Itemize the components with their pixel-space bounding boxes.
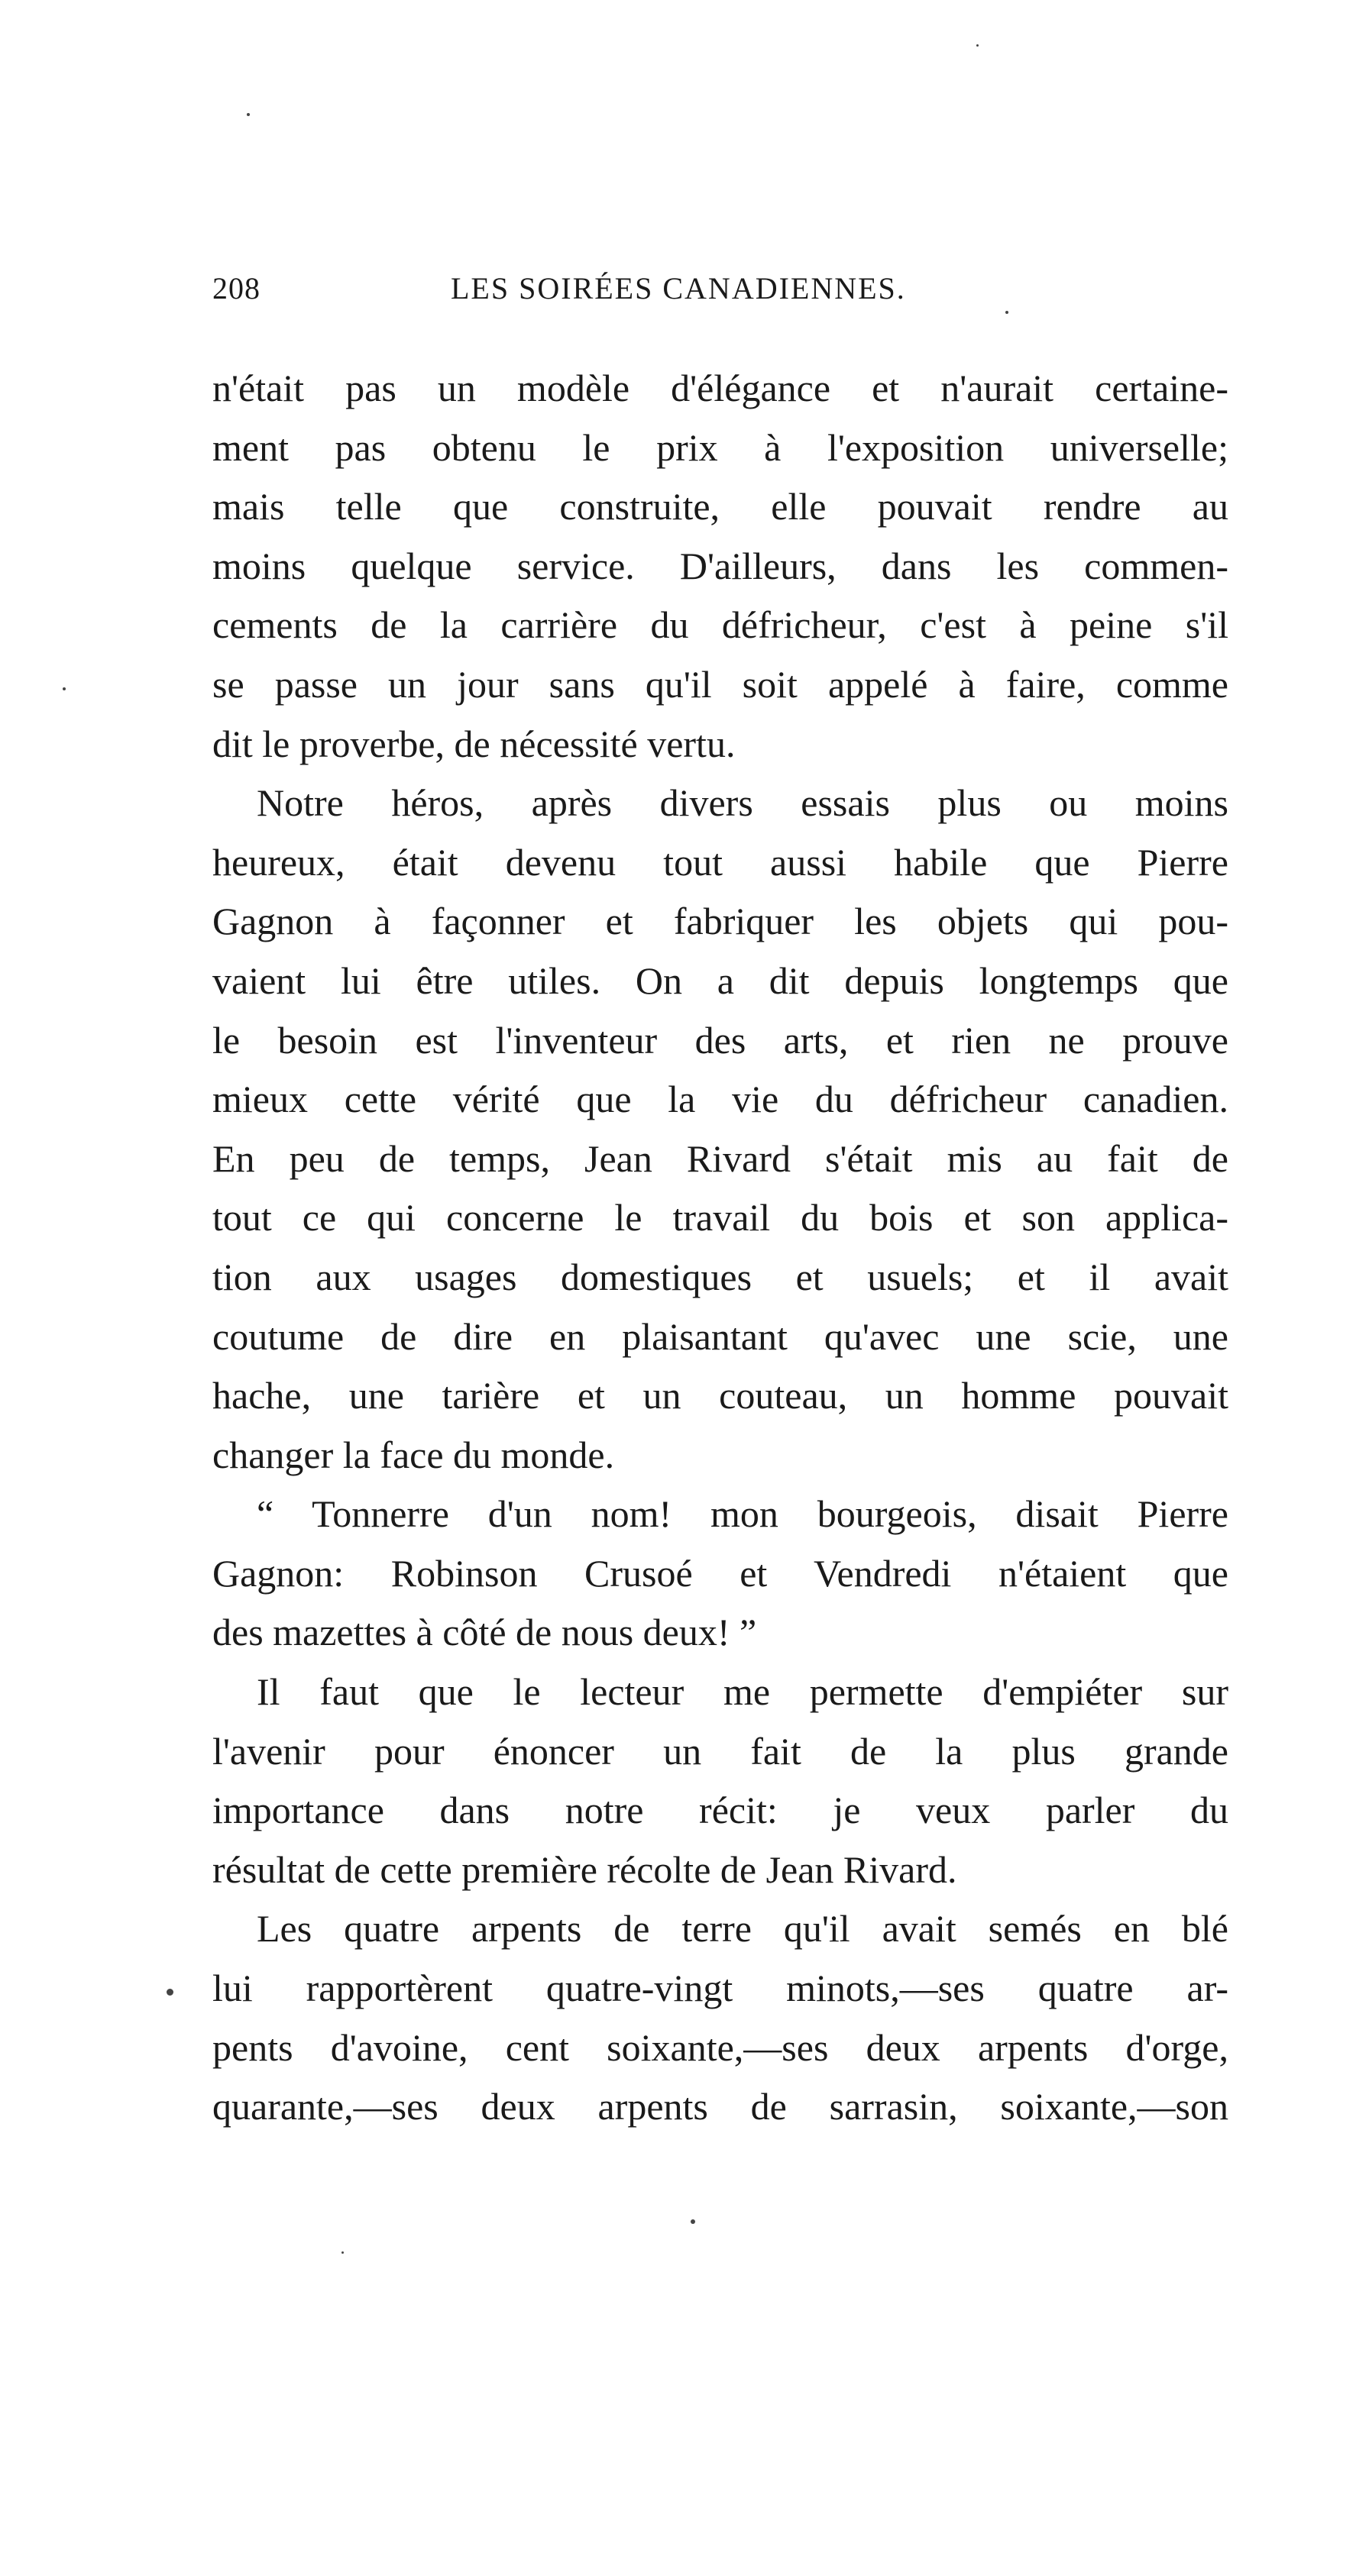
text-line: le besoin est l'inventeur des arts, et rien ne prouve: [212, 1018, 1228, 1062]
text-line: heureux, était devenu tout aussi habile que Pierre: [212, 840, 1228, 884]
text-line: ment pas obtenu le prix à l'exposition universelle;: [212, 425, 1228, 469]
text-line: lui rapportèrent quatre-vingt minots,—ses quatre ar-: [212, 1967, 1228, 2010]
page-number: 208: [212, 271, 261, 305]
text-line: Il faut que le lecteur me permette d'empiéter sur: [257, 1670, 1228, 1714]
text-line: quarante,—ses deux arpents de sarrasin, soixante,—son: [212, 2085, 1228, 2128]
ink-speck: [167, 1989, 173, 1996]
running-title: LES SOIRÉES CANADIENNES.: [451, 271, 906, 305]
page-header: [212, 266, 1172, 312]
ink-speck: [247, 113, 250, 116]
text-line: se passe un jour sans qu'il soit appelé à faire, comme: [212, 662, 1228, 706]
text-line: importance dans notre récit: je veux parler du: [212, 1789, 1228, 1832]
text-line: tout ce qui concerne le travail du bois et son applica-: [212, 1196, 1228, 1240]
text-line: mais telle que construite, elle pouvait rendre au: [212, 485, 1228, 528]
text-line: l'avenir pour énoncer un fait de la plus grande: [212, 1729, 1228, 1773]
text-line: Les quatre arpents de terre qu'il avait semés en blé: [257, 1907, 1228, 1951]
body-text: [212, 359, 1228, 2137]
ink-speck: [976, 44, 979, 47]
text-line: coutume de dire en plaisantant qu'avec une scie, une: [212, 1314, 1228, 1358]
text-line: cements de la carrière du défricheur, c'est à peine s'il: [212, 603, 1228, 647]
text-line: dit le proverbe, de nécessité vertu.: [212, 722, 736, 765]
text-line: moins quelque service. D'ailleurs, dans les commen-: [212, 544, 1228, 587]
text-line: tion aux usages domestiques et usuels; et il avait: [212, 1255, 1228, 1298]
text-line: pents d'avoine, cent soixante,—ses deux arpents d'orge,: [212, 2025, 1228, 2069]
ink-speck: [341, 2251, 344, 2254]
text-line: Notre héros, après divers essais plus ou moins: [257, 781, 1228, 825]
text-line: changer la face du monde.: [212, 1433, 615, 1476]
text-line: “ Tonnerre d'un nom! mon bourgeois, disait Pierre: [257, 1492, 1228, 1536]
ink-speck: [691, 2219, 695, 2224]
text-line: Gagnon à façonner et fabriquer les objets qui pou-: [212, 900, 1228, 943]
text-line: En peu de temps, Jean Rivard s'était mis au fait de: [212, 1136, 1228, 1180]
text-line: résultat de cette première récolte de Jean Rivard.: [212, 1847, 957, 1891]
ink-speck: [1005, 311, 1008, 314]
ink-speck: [63, 687, 66, 690]
text-line: mieux cette vérité que la vie du défricheur canadien.: [212, 1078, 1228, 1121]
text-line: n'était pas un modèle d'élégance et n'aurait certaine-: [212, 367, 1228, 409]
text-line: vaient lui être utiles. On a dit depuis longtemps que: [212, 958, 1228, 1002]
text-line: des mazettes à côté de nous deux! ”: [212, 1611, 757, 1654]
text-line: hache, une tarière et un couteau, un homme pouvait: [212, 1374, 1228, 1417]
text-line: Gagnon: Robinson Crusoé et Vendredi n'étaient que: [212, 1551, 1228, 1595]
